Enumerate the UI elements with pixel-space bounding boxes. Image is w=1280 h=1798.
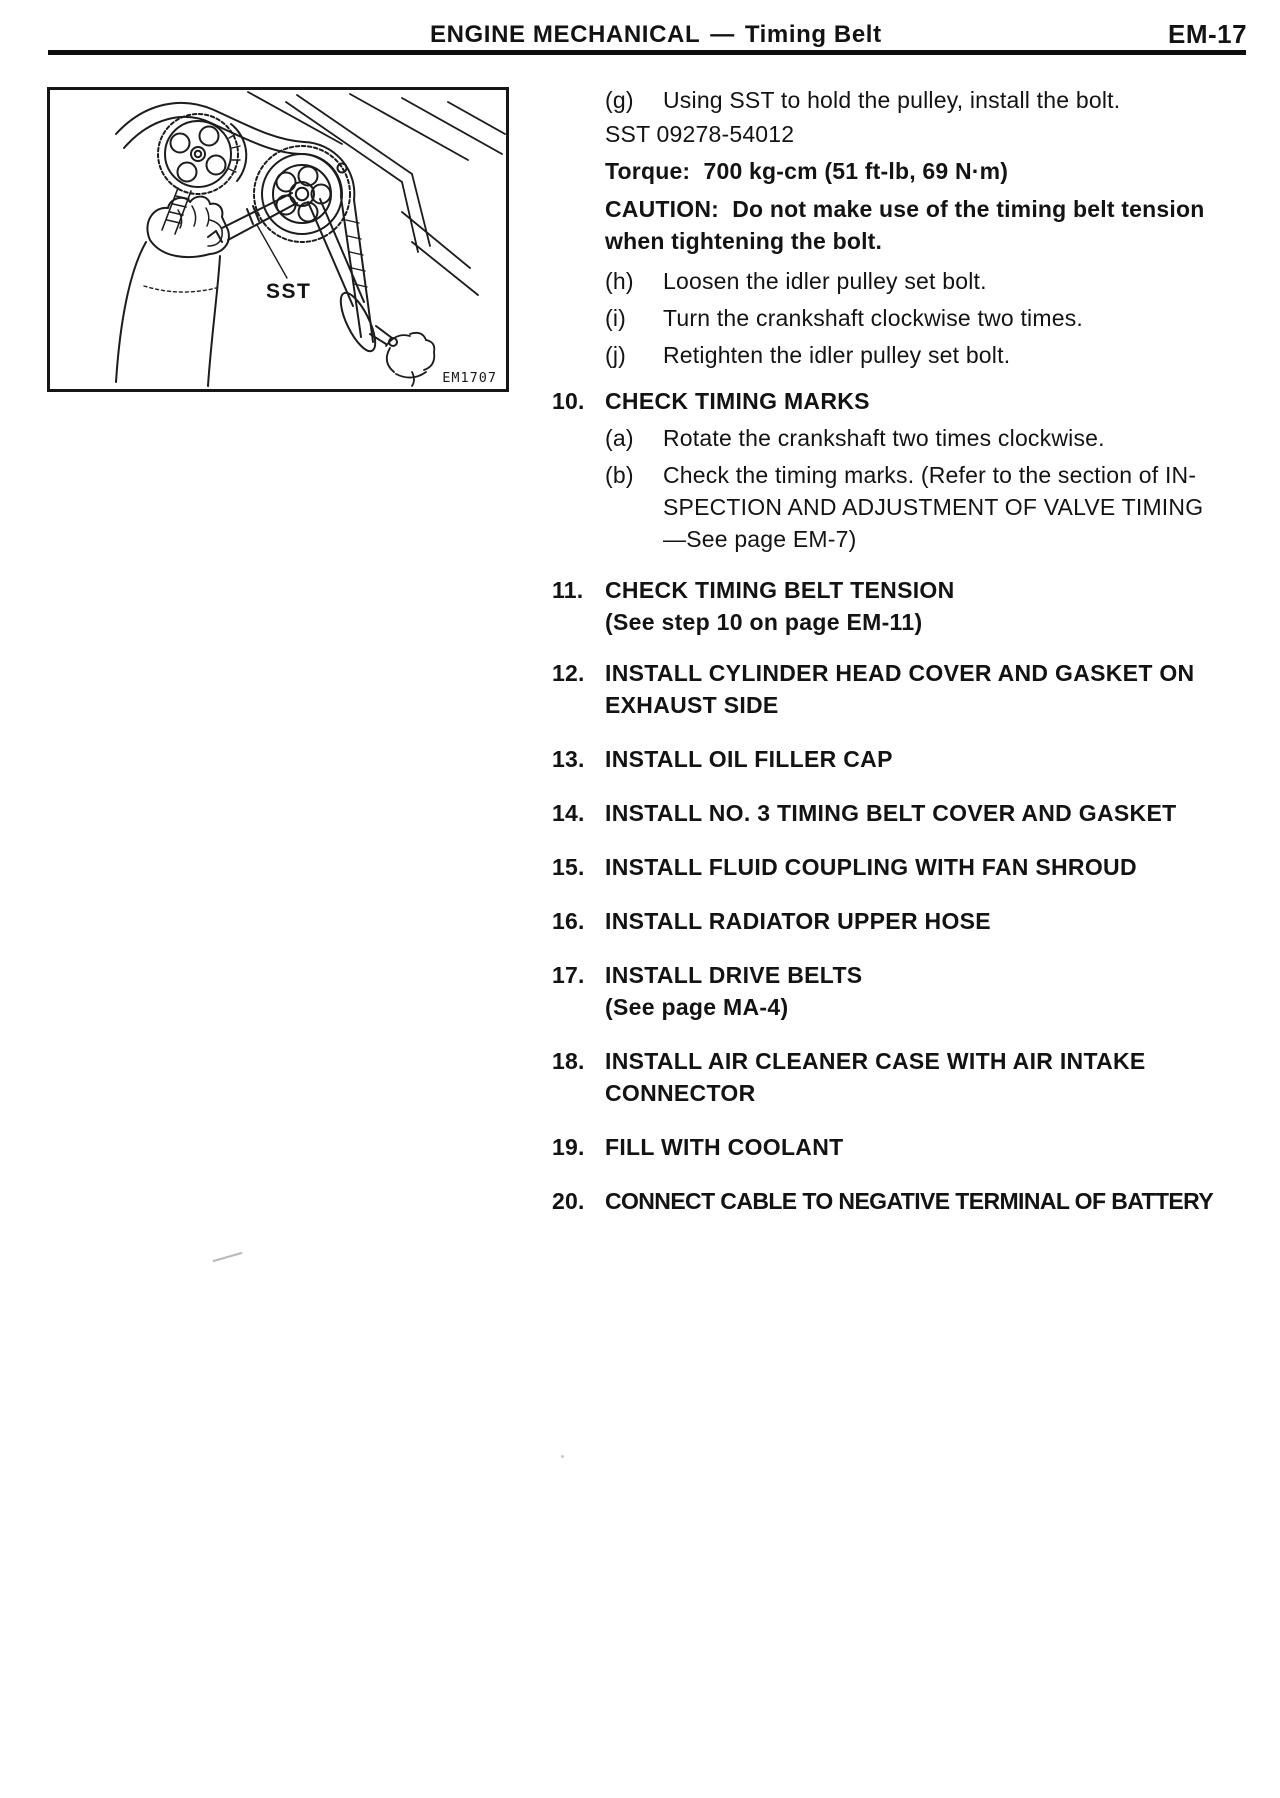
scan-speck <box>561 1455 564 1458</box>
step-17 <box>547 959 1207 1023</box>
step-heading <box>605 1045 1207 1109</box>
step-18 <box>547 1045 1207 1109</box>
step-number: 16. <box>552 908 585 934</box>
substep-text: Rotate the crankshaft two times clockwise. <box>663 425 1105 451</box>
step-heading: INSTALL FLUID COUPLING WITH FAN SHROUD <box>605 854 1137 880</box>
step-heading: INSTALL RADIATOR UPPER HOSE <box>605 908 991 934</box>
step-11 <box>547 574 1207 638</box>
step-heading: FILL WITH COOLANT <box>605 1134 844 1160</box>
step-20 <box>547 1185 1214 1217</box>
figure-sst-label: SST <box>266 280 312 303</box>
step-12 <box>547 657 1207 721</box>
step-number: 11. <box>552 577 584 603</box>
torque-wrench <box>308 199 397 356</box>
title-separator: — <box>710 21 735 48</box>
step-10 <box>547 385 1207 417</box>
step-heading-line: (See step 10 on page EM-11) <box>605 609 923 635</box>
step-heading: CONNECT CABLE TO NEGATIVE TERMINAL OF BATTERY <box>605 1188 1214 1214</box>
figure-code: EM1707 <box>442 370 497 386</box>
step-number: 13. <box>552 746 585 772</box>
step-heading-line: INSTALL CYLINDER HEAD COVER AND GASKET ON <box>605 660 1195 686</box>
step-heading <box>605 657 1207 721</box>
substep-text: Retighten the idler pulley set bolt. <box>663 342 1011 368</box>
substep-label: (h) <box>605 268 634 294</box>
sst-part-number: SST 09278-54012 <box>605 121 795 147</box>
caution-note <box>605 193 1207 257</box>
belt-tooth-strip <box>162 188 191 234</box>
right-hand <box>386 333 434 386</box>
substep-text: Loosen the idler pulley set bolt. <box>663 268 987 294</box>
figure-box <box>47 87 509 392</box>
substep-text-line: Check the timing marks. (Refer to the section of IN- <box>663 462 1197 488</box>
torque-spec: Torque: 700 kg-cm (51 ft-lb, 69 N·m) <box>605 158 1009 184</box>
substep-i <box>605 302 1207 334</box>
timing-belt-illustration <box>50 90 506 389</box>
step-heading-line: INSTALL AIR CLEANER CASE WITH AIR INTAKE <box>605 1048 1146 1074</box>
section-title: ENGINE MECHANICAL <box>430 21 701 48</box>
step-number: 19. <box>552 1134 585 1160</box>
step-heading: INSTALL OIL FILLER CAP <box>605 746 893 772</box>
step-heading-line: CHECK TIMING BELT TENSION <box>605 577 955 603</box>
step-16 <box>547 905 1207 937</box>
step-number: 10. <box>552 388 585 414</box>
step-15 <box>547 851 1207 883</box>
step-number: 17. <box>552 962 585 988</box>
step-heading <box>605 574 1207 638</box>
caution-line: when tightening the bolt. <box>605 228 883 254</box>
header-rule <box>48 50 1246 55</box>
substep-text: Turn the crankshaft clockwise two times. <box>663 305 1084 331</box>
step-number: 12. <box>552 660 585 686</box>
step-19 <box>547 1131 1207 1163</box>
step-number: 14. <box>552 800 585 826</box>
left-hand <box>116 197 229 386</box>
substep-label: (i) <box>605 305 627 331</box>
step-heading: CHECK TIMING MARKS <box>605 388 870 414</box>
page-header <box>430 21 882 49</box>
step-number: 18. <box>552 1048 585 1074</box>
caution-line: CAUTION: Do not make use of the timing belt tension <box>605 196 1205 222</box>
subsection-title: Timing Belt <box>744 21 882 48</box>
substep-label: (b) <box>605 462 634 488</box>
step-heading <box>605 959 1207 1023</box>
page-number: EM-17 <box>1168 19 1248 49</box>
step-number: 15. <box>552 854 585 880</box>
substep-text: Using SST to hold the pulley, install the bolt. <box>663 87 1121 113</box>
step-number: 20. <box>552 1188 585 1214</box>
sst-leader-line <box>257 225 287 278</box>
step-13 <box>547 743 1207 775</box>
step-heading-line: (See page MA-4) <box>605 994 789 1020</box>
step-10b <box>605 459 1207 555</box>
substep-label: (g) <box>605 87 634 113</box>
timing-belt <box>116 103 373 342</box>
step-heading-line: CONNECTOR <box>605 1080 756 1106</box>
step-10a <box>605 422 1207 454</box>
engine-block-hatching <box>248 92 505 295</box>
substep-text-line: SPECTION AND ADJUSTMENT OF VALVE TIMING <box>663 494 1204 520</box>
substep-text-line: —See page EM-7) <box>663 526 857 552</box>
procedure-content <box>547 84 1214 1217</box>
camshaft-pulley <box>158 114 246 194</box>
substep-label: (j) <box>605 342 627 368</box>
substep-h <box>605 265 1207 297</box>
held-pulley <box>254 146 350 242</box>
step-heading-line: EXHAUST SIDE <box>605 692 779 718</box>
step-heading: INSTALL NO. 3 TIMING BELT COVER AND GASKET <box>605 800 1177 826</box>
pen-mark <box>212 1252 242 1262</box>
step-14 <box>547 797 1207 829</box>
substep-j <box>605 339 1207 371</box>
substep-text <box>663 459 1207 555</box>
substep-label: (a) <box>605 425 634 451</box>
substep-g <box>605 84 1207 116</box>
step-heading-line: INSTALL DRIVE BELTS <box>605 962 863 988</box>
